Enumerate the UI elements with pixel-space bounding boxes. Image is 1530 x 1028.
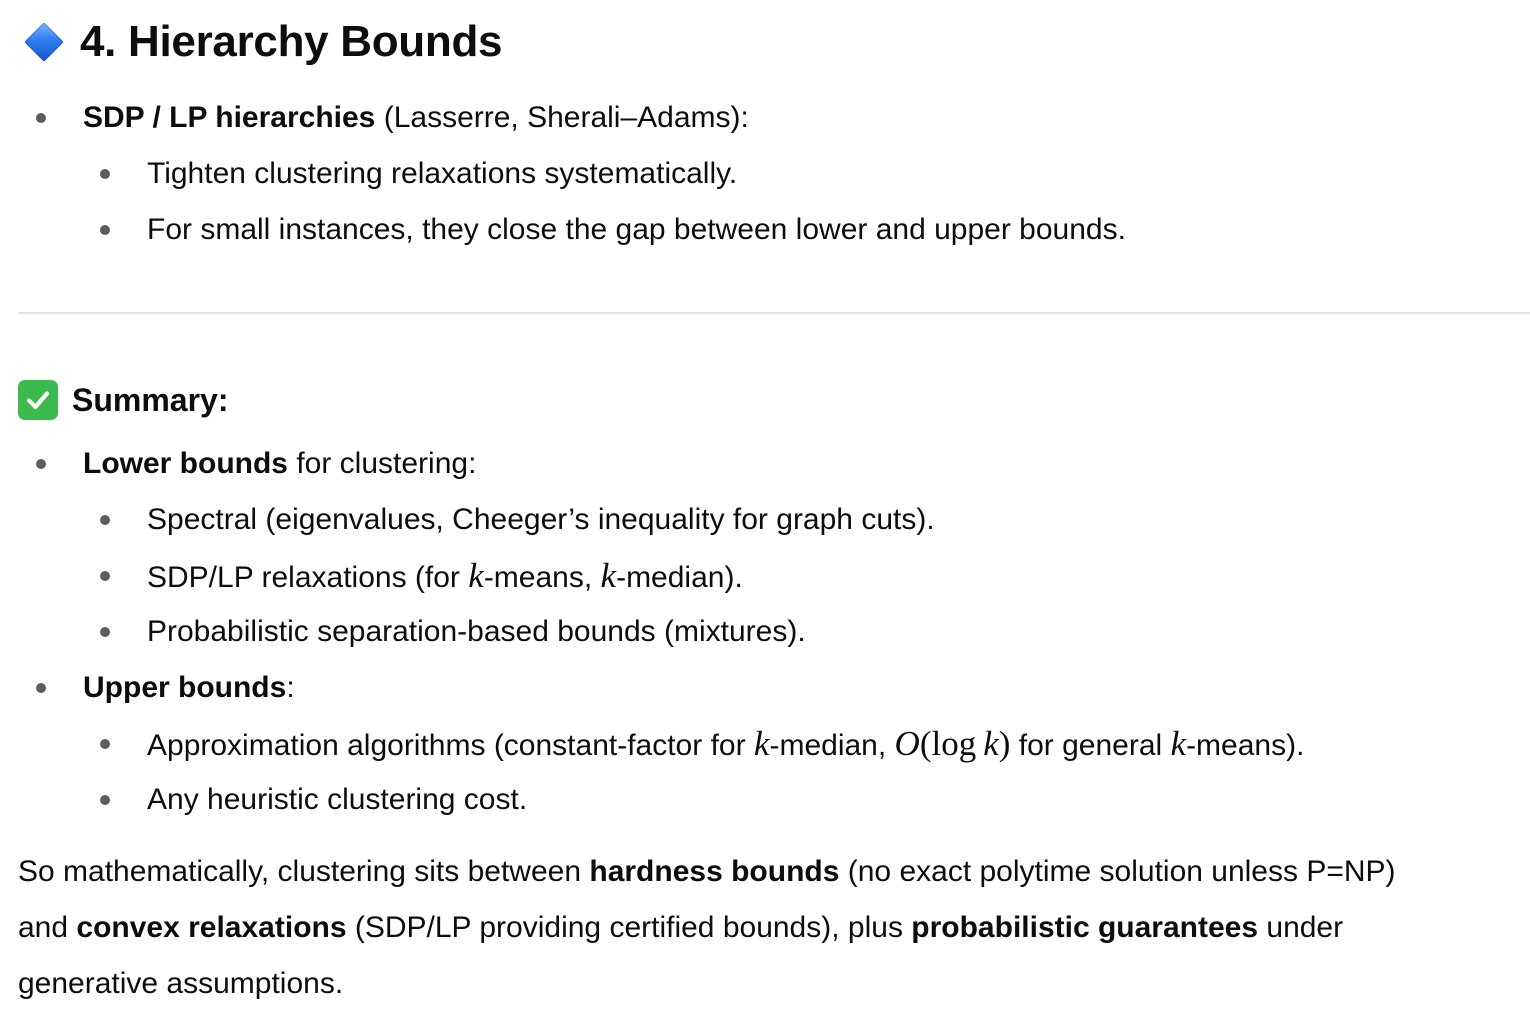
math-var: k (753, 724, 770, 763)
text: under (1258, 911, 1344, 944)
summary-label: Summary: (72, 381, 229, 418)
closing-paragraph-line (18, 852, 1396, 892)
math-var: k (468, 556, 484, 595)
closing-paragraph-line: generative assumptions. (18, 967, 344, 1000)
list-subitem (147, 556, 743, 598)
bullet-icon (100, 169, 110, 179)
text: -means). (1186, 729, 1305, 762)
bullet-icon (100, 515, 110, 525)
list-subitem: Spectral (eigenvalues, Cheeger’s inequality for graph cuts). (147, 503, 935, 536)
text: Approximation algorithms (constant-factor for (147, 729, 754, 762)
list-subitem: Tighten clustering relaxations systematically. (147, 157, 738, 190)
math-var: O (894, 724, 920, 763)
bullet-icon (36, 683, 46, 693)
bullet-icon (36, 459, 46, 469)
divider (18, 312, 1530, 314)
list-subitem (147, 724, 1304, 766)
math-var: k (983, 724, 999, 763)
section-heading (26, 14, 502, 70)
bullet-icon (36, 113, 46, 123)
blue-diamond-icon (24, 22, 64, 62)
closing-paragraph-line (18, 908, 1343, 948)
check-mark-icon (18, 380, 58, 420)
text: and (18, 911, 77, 944)
text: -median). (616, 561, 743, 594)
bullet-icon (100, 571, 110, 581)
list-subitem: Probabilistic separation-based bounds (mixtures). (147, 615, 806, 648)
bold-text: probabilistic guarantees (911, 911, 1259, 944)
summary-heading (18, 378, 229, 422)
text: -means, (483, 561, 601, 594)
math-paren: ) (998, 724, 1011, 763)
bold-text: hardness bounds (589, 855, 840, 888)
text: (no exact polytime solution unless P=NP) (839, 855, 1396, 888)
math-paren: ( (919, 724, 932, 763)
list-item-text: : (286, 671, 295, 704)
math-func: log (931, 724, 977, 763)
text: SDP/LP relaxations (for (147, 561, 469, 594)
bold-text: convex relaxations (76, 911, 347, 944)
bullet-icon (100, 739, 110, 749)
list-item-text: for clustering: (288, 447, 477, 480)
list-item-bold: Lower bounds (83, 447, 288, 480)
text: -median, (769, 729, 895, 762)
list-item-upper-bounds (83, 668, 295, 708)
math-var: k (1170, 724, 1187, 763)
bullet-icon (100, 627, 110, 637)
text: So mathematically, clustering sits between (18, 855, 590, 888)
list-item-bold: SDP / LP hierarchies (83, 101, 376, 134)
text: (SDP/LP providing certified bounds), plus (346, 911, 912, 944)
list-item-sdp-lp (83, 98, 749, 138)
list-item-bold: Upper bounds (83, 671, 287, 704)
bullet-icon (100, 225, 110, 235)
list-item-text: (Lasserre, Sherali–Adams): (375, 101, 749, 134)
text: for general (1010, 729, 1171, 762)
list-subitem: Any heuristic clustering cost. (147, 783, 528, 816)
math-var: k (600, 556, 617, 595)
list-subitem: For small instances, they close the gap between lower and upper bounds. (147, 213, 1126, 246)
section-title: 4. Hierarchy Bounds (80, 17, 503, 66)
list-item-lower-bounds (83, 444, 476, 484)
bullet-icon (100, 795, 110, 805)
